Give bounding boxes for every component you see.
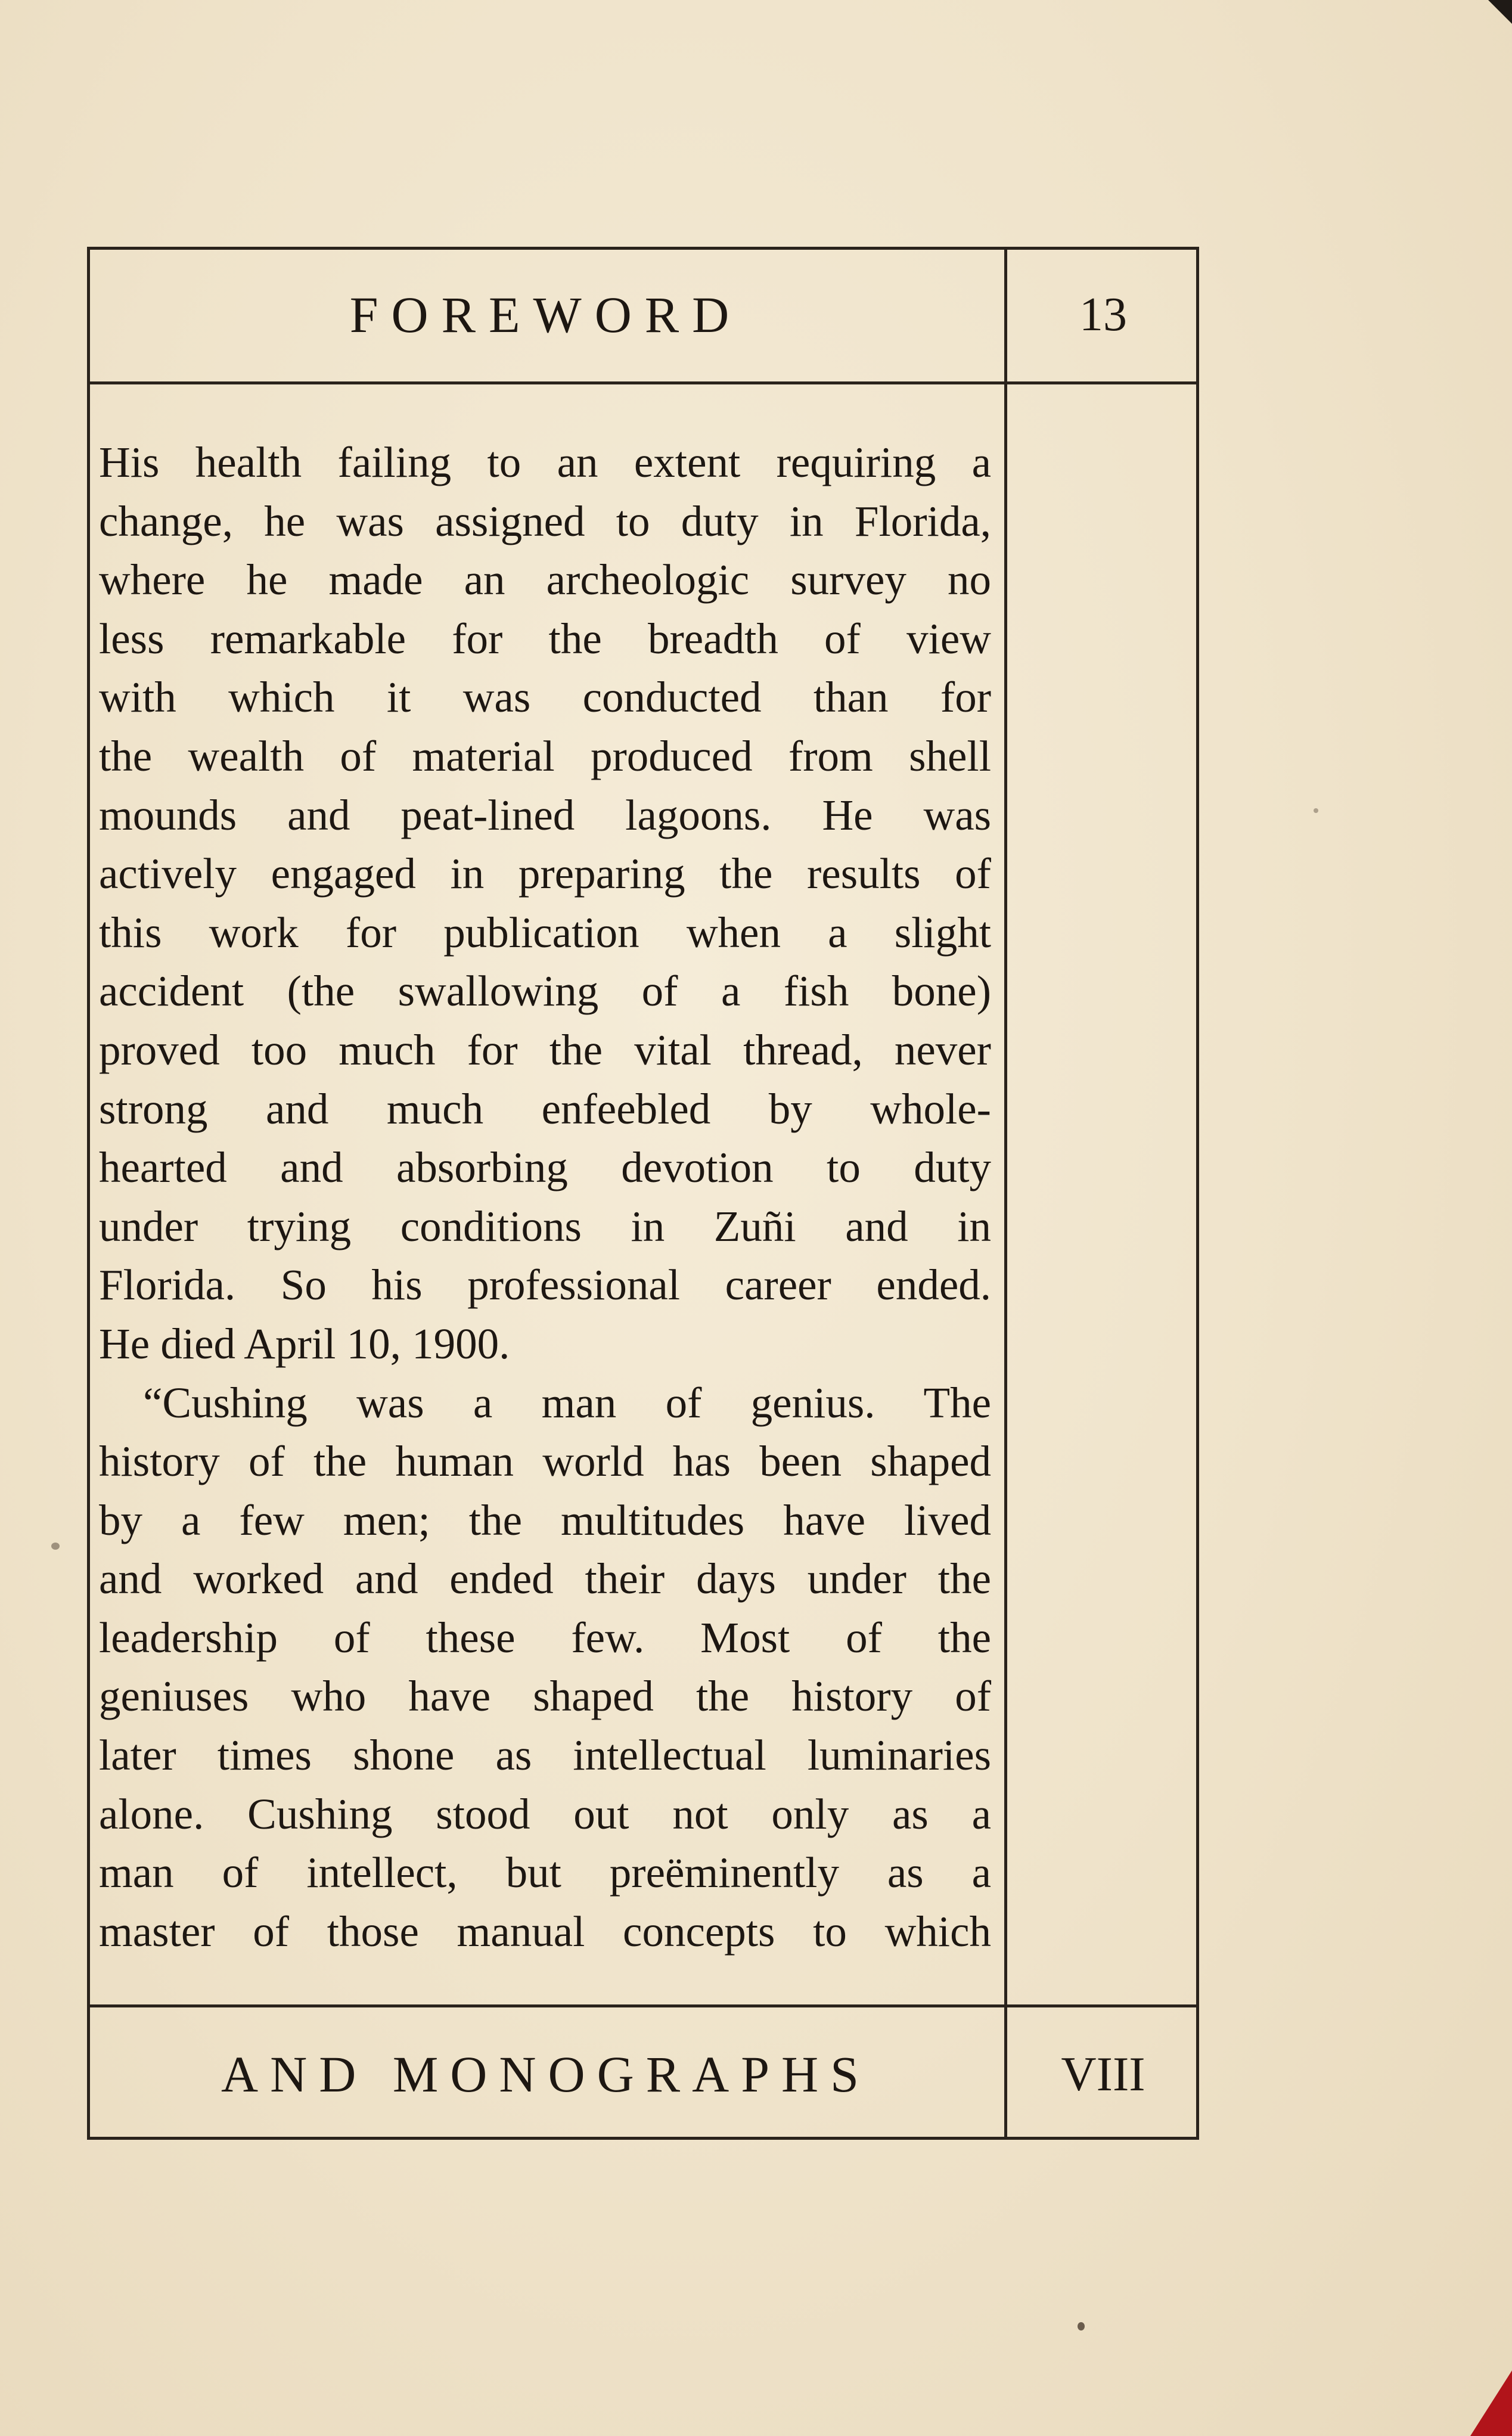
text-line: “Cushing was a man of genius. The [143, 1378, 991, 1427]
footer-rule [87, 2004, 1199, 2007]
text-line: hearted and absorbing devotion to duty [99, 1143, 991, 1192]
text-line: change, he was assigned to duty in Florida, [99, 496, 991, 545]
text-line: mounds and peat-lined lagoons. He was [99, 790, 991, 839]
text-line: leadership of these few. Most of the [99, 1613, 991, 1662]
text-line: where he made an archeologic survey no [99, 556, 991, 604]
text-line: with which it was conducted than for [99, 673, 991, 722]
text-line: strong and much enfeebled by whole- [99, 1084, 991, 1133]
text-line: His health failing to an extent requiring a [99, 438, 991, 486]
text-line: alone. Cushing stood out not only as a [99, 1789, 991, 1838]
text-line: geniuses who have shaped the history of [99, 1672, 991, 1721]
text-line: master of those manual concepts to which [99, 1907, 991, 1956]
text-line: accident (the swallowing of a fish bone) [99, 967, 991, 1016]
text-line: this work for publication when a slight [99, 908, 991, 957]
text-line: history of the human world has been shaped [99, 1437, 991, 1486]
volume-number: VIII [1061, 2047, 1145, 2101]
page-number: 13 [1079, 288, 1127, 341]
text-line: under trying conditions in Zuñi and in [99, 1202, 991, 1250]
text-line: actively engaged in preparing the results of [99, 849, 991, 898]
paper-speck [1314, 808, 1318, 813]
running-foot-title: AND MONOGRAPHS [221, 2046, 871, 2103]
header-rule [87, 381, 1199, 384]
column-divider [1004, 247, 1007, 2140]
text-line: by a few men; the multitudes have lived [99, 1495, 991, 1544]
paper-speck [51, 1543, 60, 1550]
text-line: He died April 10, 1900. [99, 1319, 510, 1368]
running-head-title: FOREWORD [349, 286, 743, 343]
text-line: proved too much for the vital thread, never [99, 1025, 991, 1074]
text-line: man of intellect, but preëminently as a [99, 1848, 991, 1897]
body-text [99, 433, 991, 1961]
text-line: later times shone as intellectual luminaries [99, 1731, 991, 1780]
text-line: and worked and ended their days under the [99, 1554, 991, 1603]
text-line: less remarkable for the breadth of view [99, 614, 991, 663]
paper-speck [1078, 2322, 1085, 2331]
text-line: Florida. So his professional career ended. [99, 1261, 991, 1309]
text-line: the wealth of material produced from shell [99, 731, 991, 780]
